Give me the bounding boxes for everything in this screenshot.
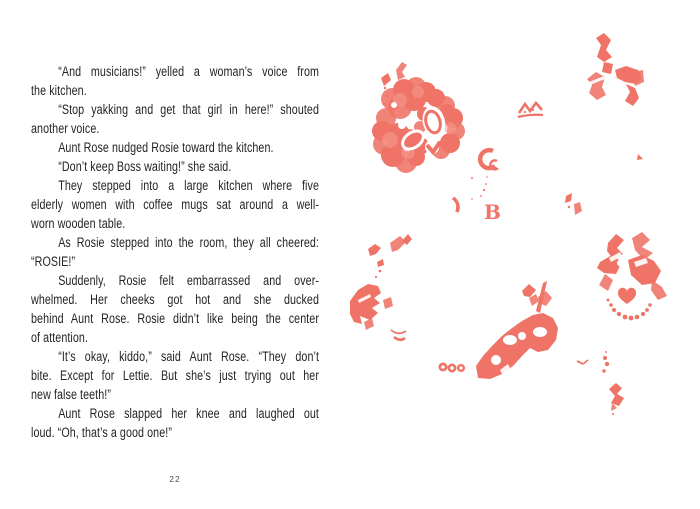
face-with-bow-and-pearls-icon <box>597 232 667 320</box>
paragraph <box>31 100 319 138</box>
right-page <box>350 0 700 509</box>
text-line: “ROSIE!” <box>31 254 76 269</box>
text-line: another voice. <box>31 121 100 136</box>
text-line: “And musicians!” yelled a woman’s voice from <box>58 64 319 79</box>
heart-mouth-icon <box>618 288 636 304</box>
three-beads-icon <box>439 363 466 373</box>
text-line: the kitchen. <box>31 83 87 98</box>
paren-flick-icon <box>452 198 458 212</box>
small-ribbon-icon <box>609 383 624 415</box>
text-line: of attention. <box>31 330 89 345</box>
text-line: Aunt Rose slapped her knee and laughed out <box>58 406 319 421</box>
text-line: whelmed. Her cheeks got hot and she ducked <box>31 292 319 307</box>
dot-trail-icon <box>577 351 609 373</box>
hair-bow-icon <box>587 33 644 106</box>
text-line: “Don’t keep Boss waiting!” she said. <box>58 159 232 174</box>
text-line: They stepped into a large kitchen where five <box>58 178 319 193</box>
zigzag-crown-icon <box>518 103 543 117</box>
paragraph <box>31 138 319 157</box>
text-line: Suddenly, Rosie felt embarrassed and over- <box>58 273 319 288</box>
paragraph <box>31 233 319 271</box>
letter-b: B <box>484 200 501 224</box>
page-number: 22 <box>169 474 181 484</box>
scarf-blob-icon <box>350 284 393 330</box>
ribbon-fragments-icon <box>368 234 412 278</box>
paragraph <box>31 157 319 176</box>
stipple-dots-icon <box>471 176 488 200</box>
tiny-triangle-icon <box>637 154 643 160</box>
paragraph <box>31 271 319 347</box>
illustration-svg <box>350 0 700 509</box>
small-smile-icon <box>391 330 406 340</box>
text-line: As Rosie stepped into the room, they all cheered: <box>58 235 319 250</box>
text-line: new false teeth!” <box>31 387 111 402</box>
text-line: loud. “Oh, that’s a good one!” <box>31 425 172 440</box>
curly-haired-face-icon <box>372 77 465 173</box>
text-line: “It’s okay, kiddo,” said Aunt Rose. “They don’t <box>58 349 319 364</box>
text-line: elderly women with coffee mugs sat around a well- <box>31 197 319 212</box>
text-line: “Stop yakking and get that girl in here!” shouted <box>58 102 319 117</box>
text-line: worn wooden table. <box>31 216 126 231</box>
center-bow-icon <box>476 281 558 379</box>
paragraph <box>31 62 319 100</box>
text-block <box>31 62 319 442</box>
paragraph <box>31 347 319 404</box>
crescent-icon <box>480 150 498 169</box>
text-line: Aunt Rose nudged Rosie toward the kitchen. <box>58 140 274 155</box>
text-line: bite. Except for Lettie. But she’s just trying out her <box>31 368 319 383</box>
flick-pair-icon <box>565 193 582 215</box>
text-line: behind Aunt Rose. Rosie didn’t like being the center <box>31 311 319 326</box>
paragraph <box>31 176 319 233</box>
paragraph <box>31 404 319 442</box>
